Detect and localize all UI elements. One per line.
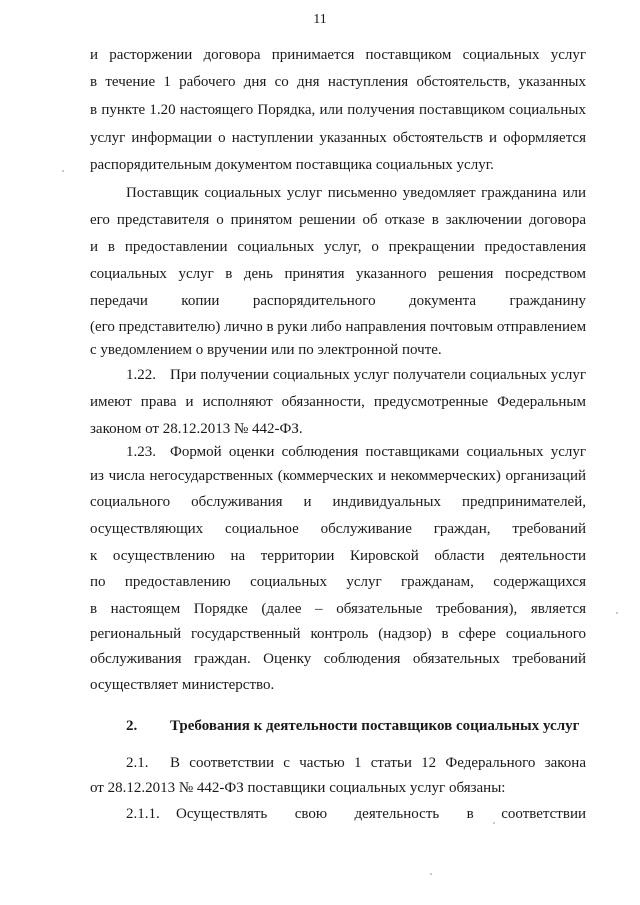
text-line: его представителя о принятом решении об отказе в заключении договора: [90, 212, 586, 228]
text-line: [126, 805, 586, 823]
section-title: Требования к деятельности поставщиков социальных услуг: [170, 718, 580, 734]
text-line: [126, 754, 586, 772]
text-line: в настоящем Порядке (далее – обязательные требования), является: [90, 601, 586, 617]
text-line: передачи копии распорядительного документа гражданину: [90, 293, 586, 309]
text-line: социального обслуживания и индивидуальных предпринимателей,: [90, 494, 586, 510]
text-line: региональный государственный контроль (надзор) в сфере социального: [90, 626, 586, 642]
text-line: услуг информации о наступлении указанных обстоятельств и оформляется: [90, 130, 586, 146]
text-line: Поставщик социальных услуг письменно уведомляет гражданина или: [126, 185, 586, 201]
item-text: При получении социальных услуг получатели социальных услуг: [170, 367, 586, 383]
text-line: (его представителю) лично в руки либо направления почтовым отправлением: [90, 319, 587, 335]
text-line: законом от 28.12.2013 № 442-ФЗ.: [90, 421, 303, 437]
scan-speck: [430, 873, 432, 875]
item-number: 1.23.: [126, 444, 156, 460]
text-line: в течение 1 рабочего дня со дня наступления обстоятельств, указанных: [90, 74, 586, 90]
text-line: [126, 366, 586, 384]
item-text: Формой оценки соблюдения поставщиками социальных услуг: [170, 444, 586, 460]
text-line: и в предоставлении социальных услуг, о прекращении предоставления: [90, 239, 586, 255]
item-text: В соответствии с частью 1 статьи 12 Федерального закона: [170, 755, 586, 771]
text-line: с уведомлением о вручении или по электронной почте.: [90, 342, 442, 358]
section-number: 2.: [126, 718, 138, 734]
text-line: социальных услуг в день принятия указанного решения посредством: [90, 266, 586, 282]
item-number: 2.1.: [126, 755, 149, 771]
text-line: [126, 443, 586, 461]
scan-speck: [616, 612, 618, 614]
section-heading: [126, 717, 596, 735]
text-line: в пункте 1.20 настоящего Порядка, или получения поставщиком социальных: [90, 102, 586, 118]
text-line: имеют права и исполняют обязанности, предусмотренные Федеральным: [90, 394, 586, 410]
text-line: обслуживания граждан. Оценку соблюдения обязательных требований: [90, 651, 586, 667]
text-line: из числа негосударственных (коммерческих и некоммерческих) организаций: [90, 468, 586, 484]
text-line: осуществляет министерство.: [90, 677, 275, 693]
text-line: к осуществлению на территории Кировской области деятельности: [90, 548, 586, 564]
text-line: распорядительным документом поставщика социальных услуг.: [90, 157, 494, 173]
item-text: Осуществлять свою деятельность в соответствии: [176, 806, 586, 822]
page-number: 11: [313, 12, 327, 27]
text-line: от 28.12.2013 № 442-ФЗ поставщики социальных услуг обязаны:: [90, 780, 506, 796]
scan-speck: [62, 170, 64, 172]
scan-speck: [493, 822, 495, 824]
text-line: и расторжении договора принимается поставщиком социальных услуг: [90, 47, 586, 63]
text-line: по предоставлению социальных услуг гражданам, содержащихся: [90, 574, 586, 590]
text-line: осуществляющих социальное обслуживание граждан, требований: [90, 521, 586, 537]
item-number: 2.1.1.: [126, 806, 160, 822]
item-number: 1.22.: [126, 367, 156, 383]
